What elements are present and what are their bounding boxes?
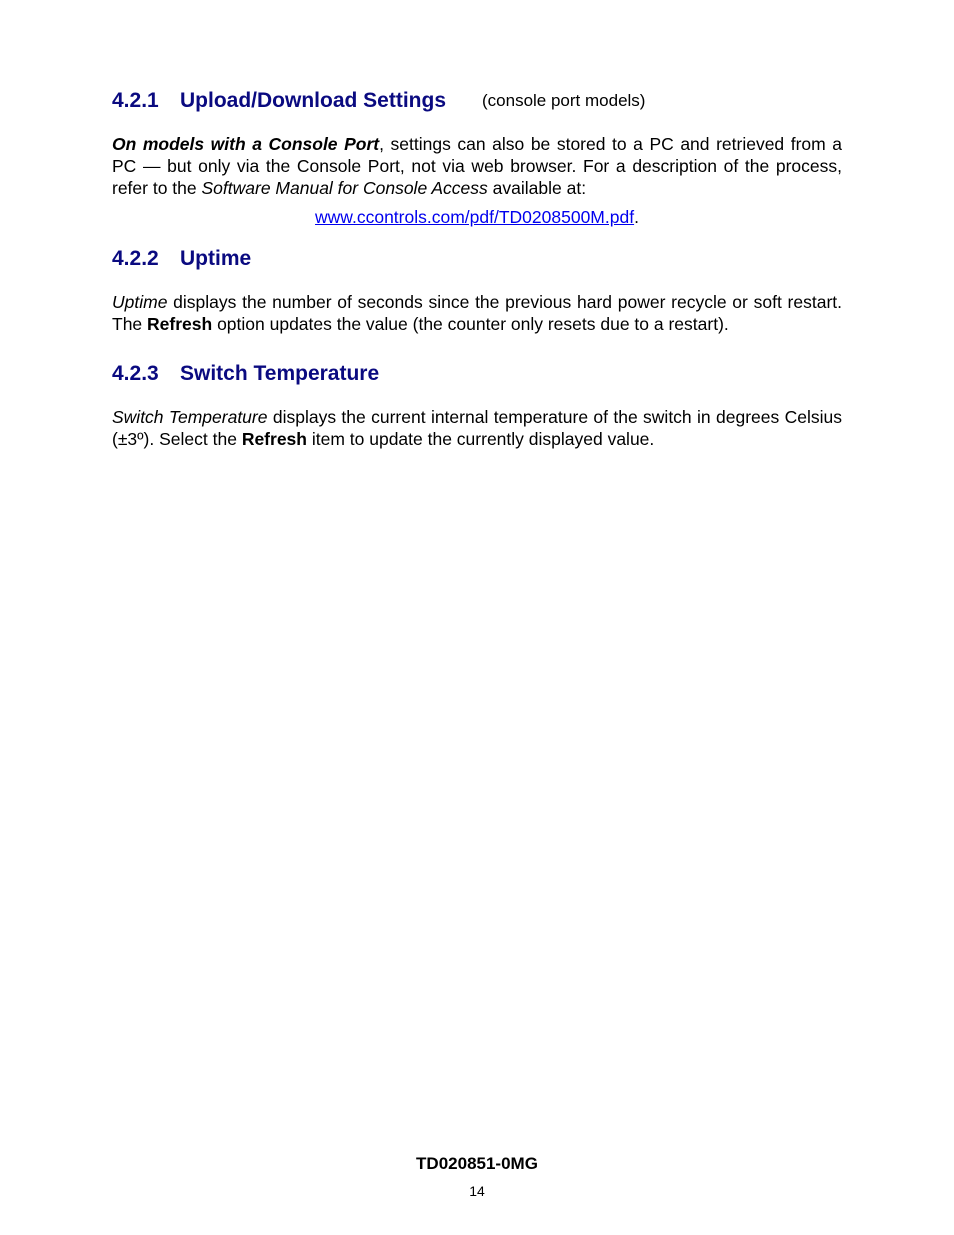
- section-number: 4.2.3: [112, 362, 159, 385]
- section-heading-switch-temperature: [112, 362, 379, 386]
- section-number: 4.2.2: [112, 247, 159, 270]
- paragraph-upload-download: [112, 133, 842, 199]
- footer-page-number: 14: [469, 1183, 485, 1199]
- refresh-term: Refresh: [241, 429, 307, 449]
- refresh-term: Refresh: [147, 314, 213, 334]
- section-title: Uptime: [180, 247, 252, 270]
- paragraph-text: item to update the currently displayed value.: [306, 429, 655, 449]
- section-heading-uptime: [112, 247, 251, 271]
- section-heading-upload-download: [112, 89, 446, 113]
- section-number: 4.2.1: [112, 89, 159, 112]
- paragraph-text: displays the current internal temperature of the switch in degrees Celsius (±3º). Select the: [112, 407, 842, 449]
- paragraph-switch-temperature: [112, 406, 842, 450]
- italic-lead: Uptime: [112, 292, 168, 312]
- footer-document-code: TD020851-0MG: [416, 1154, 538, 1173]
- paragraph-text: displays the number of seconds since the previous hard power recycle or soft restart. The: [112, 292, 842, 334]
- section-note: (console port models): [482, 91, 646, 110]
- link-line: [0, 206, 954, 228]
- italic-lead: Switch Temperature: [112, 407, 268, 427]
- manual-pdf-link[interactable]: www.ccontrols.com/pdf/TD0208500M.pdf: [315, 207, 635, 227]
- paragraph-text: option updates the value (the counter only resets due to a restart).: [212, 314, 729, 334]
- paragraph-text: , settings can also be stored to a PC and retrieved from a PC — but only via the Console Port, not via web browser. For a description of the process, refer to the: [112, 134, 843, 198]
- section-title: Upload/Download Settings: [180, 89, 446, 112]
- manual-reference: Software Manual for Console Access: [201, 178, 488, 198]
- paragraph-text: available at:: [487, 178, 587, 198]
- link-trailing-period: .: [634, 207, 639, 227]
- section-title: Switch Temperature: [180, 362, 380, 385]
- bold-italic-lead: On models with a Console Port: [112, 134, 380, 154]
- paragraph-uptime: [112, 291, 842, 335]
